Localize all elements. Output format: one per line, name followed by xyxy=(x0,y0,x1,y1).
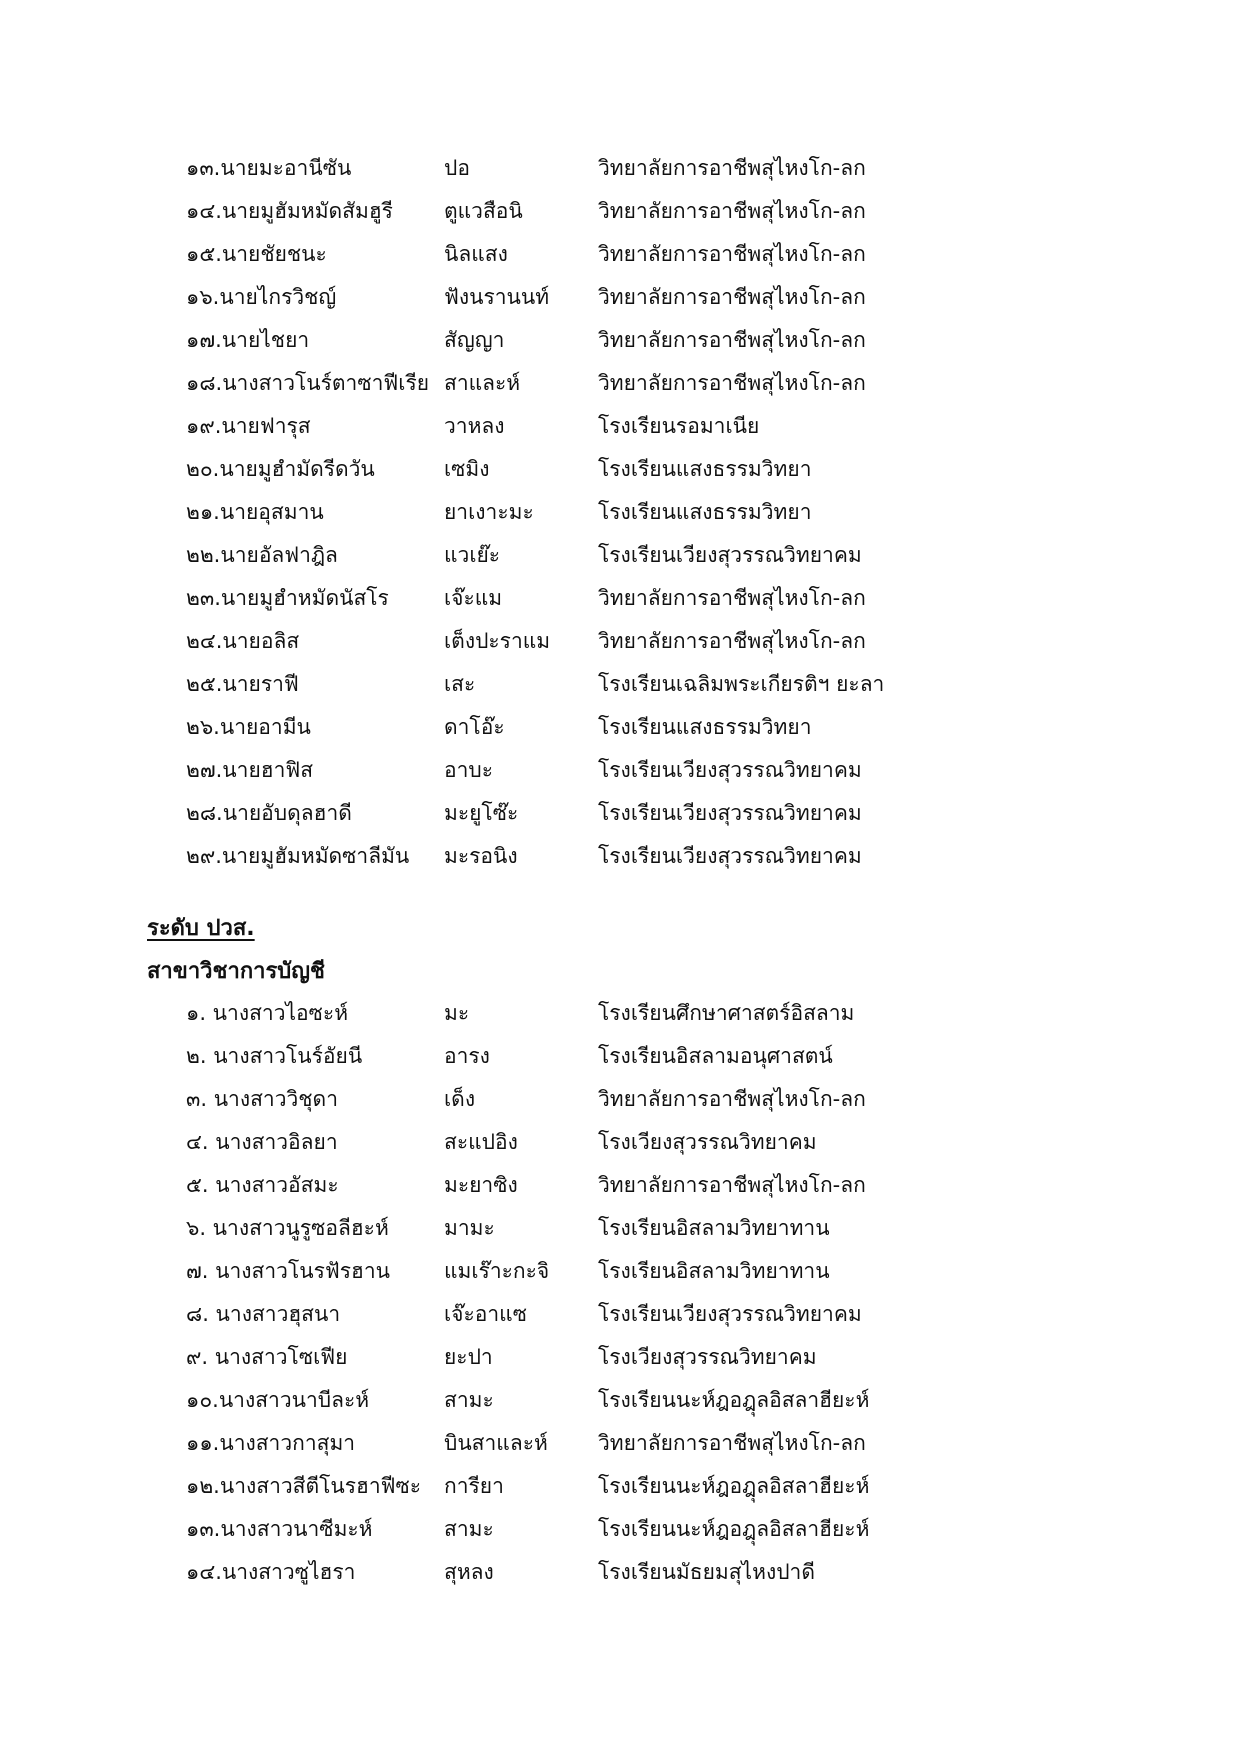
list-item xyxy=(0,1336,1241,1379)
student-surname: นิลแสง xyxy=(444,242,508,266)
student-surname: ปอ xyxy=(444,156,470,180)
student-surname: ยะปา xyxy=(444,1345,493,1369)
list-item xyxy=(0,190,1241,233)
list-item xyxy=(0,992,1241,1035)
list-item xyxy=(0,1422,1241,1465)
student-surname: ฟังนรานนท์ xyxy=(444,285,550,309)
student-surname: สามะ xyxy=(444,1388,494,1412)
student-school: โรงเรียนศึกษาศาสตร์อิสลาม xyxy=(598,1001,855,1025)
student-surname: มะรอนิง xyxy=(444,844,518,868)
student-surname: อารง xyxy=(444,1044,490,1068)
student-school: โรงเรียนอิสลามวิทยาทาน xyxy=(598,1216,830,1240)
student-school: โรงเรียนนะห์ฎอฎุลอิสลาฮียะห์ xyxy=(598,1388,870,1412)
student-name: ๖. นางสาวนูรูซอลีฮะห์ xyxy=(186,1216,389,1240)
student-surname: สาและห์ xyxy=(444,371,521,395)
list-item xyxy=(0,1379,1241,1422)
student-name: ๑๖.นายไกรวิชญ์ xyxy=(186,285,337,309)
list-item xyxy=(0,1207,1241,1250)
student-surname: สามะ xyxy=(444,1517,494,1541)
student-school: วิทยาลัยการอาชีพสุไหงโก-ลก xyxy=(598,1087,866,1111)
student-name: ๑๔.นางสาวซูไฮรา xyxy=(186,1560,356,1584)
list-item xyxy=(0,362,1241,405)
list-item xyxy=(0,663,1241,706)
student-school: โรงเรียนอิสลามวิทยาทาน xyxy=(598,1259,830,1283)
student-name: ๒๖.นายอามีน xyxy=(186,715,311,739)
student-surname: มะยาซิง xyxy=(444,1173,518,1197)
student-school: วิทยาลัยการอาชีพสุไหงโก-ลก xyxy=(598,371,866,395)
student-school: วิทยาลัยการอาชีพสุไหงโก-ลก xyxy=(598,1431,866,1455)
student-name: ๑๒.นางสาวสีตีโนรฮาฟีซะ xyxy=(186,1474,422,1498)
list-item xyxy=(0,1078,1241,1121)
list-item xyxy=(0,233,1241,276)
student-name: ๑๐.นางสาวนาบีละห์ xyxy=(186,1388,370,1412)
student-name: ๒๐.นายมูฮำมัดรีดวัน xyxy=(186,457,375,481)
student-school: วิทยาลัยการอาชีพสุไหงโก-ลก xyxy=(598,328,866,352)
list-item xyxy=(0,620,1241,663)
student-school: วิทยาลัยการอาชีพสุไหงโก-ลก xyxy=(598,156,866,180)
list-item xyxy=(0,448,1241,491)
student-name: ๑. นางสาวไอซะห์ xyxy=(186,1001,349,1025)
student-school: วิทยาลัยการอาชีพสุไหงโก-ลก xyxy=(598,242,866,266)
student-name: ๓. นางสาววิชุดา xyxy=(186,1087,338,1111)
list-item xyxy=(0,835,1241,878)
student-surname: มะยูโซ๊ะ xyxy=(444,801,519,825)
student-school: โรงเรียนแสงธรรมวิทยา xyxy=(598,500,812,524)
list-item xyxy=(0,577,1241,620)
student-surname: เจ๊ะแม xyxy=(444,586,503,610)
student-name: ๒๗.นายฮาฟิส xyxy=(186,758,314,782)
list-item xyxy=(0,1465,1241,1508)
student-surname: เสะ xyxy=(444,672,476,696)
list-item xyxy=(0,276,1241,319)
list-item xyxy=(0,1250,1241,1293)
student-school: วิทยาลัยการอาชีพสุไหงโก-ลก xyxy=(598,1173,866,1197)
student-school: โรงเรียนอิสลามอนุศาสตน์ xyxy=(598,1044,833,1068)
student-name: ๙. นางสาวโซเฟีย xyxy=(186,1345,348,1369)
student-name: ๒๙.นายมูฮัมหมัดซาลีมัน xyxy=(186,844,410,868)
list-item xyxy=(0,749,1241,792)
student-school: โรงเวียงสุวรรณวิทยาคม xyxy=(598,1345,817,1369)
list-item xyxy=(0,1508,1241,1551)
list-item xyxy=(0,319,1241,362)
student-school: โรงเรียนเวียงสุวรรณวิทยาคม xyxy=(598,1302,862,1326)
student-school: โรงเรียนมัธยมสุไหงปาดี xyxy=(598,1560,815,1584)
student-name: ๗. นางสาวโนรฟัรฮาน xyxy=(186,1259,390,1283)
section-department-heading: สาขาวิชาการบัญชี xyxy=(147,959,325,984)
student-name: ๒๒.นายอัลฟาฎิล xyxy=(186,543,338,567)
student-name: ๑๔.นายมูฮัมหมัดสัมฮูรี xyxy=(186,199,393,223)
student-name: ๒๕.นายราฟี xyxy=(186,672,299,696)
student-school: โรงเรียนเวียงสุวรรณวิทยาคม xyxy=(598,801,862,825)
student-school: โรงเรียนแสงธรรมวิทยา xyxy=(598,715,812,739)
student-surname: ตูแวสือนิ xyxy=(444,199,523,223)
section-level-heading: ระดับ ปวส. xyxy=(147,916,255,941)
student-surname: เจ๊ะอาแซ xyxy=(444,1302,527,1326)
student-school: โรงเรียนนะห์ฎอฎุลอิสลาฮียะห์ xyxy=(598,1517,870,1541)
list-item xyxy=(0,1164,1241,1207)
student-surname: สุหลง xyxy=(444,1560,494,1584)
student-school: โรงเรียนเวียงสุวรรณวิทยาคม xyxy=(598,758,862,782)
student-name: ๒๘.นายอับดุลฮาดี xyxy=(186,801,352,825)
student-surname: เต็งปะราแม xyxy=(444,629,551,653)
student-name: ๒๔.นายอลิส xyxy=(186,629,300,653)
student-surname: เด็ง xyxy=(444,1087,476,1111)
student-name: ๑๓.นางสาวนาซีมะห์ xyxy=(186,1517,373,1541)
student-name: ๔. นางสาวอิลยา xyxy=(186,1130,338,1154)
student-name: ๘. นางสาวฮุสนา xyxy=(186,1302,341,1326)
student-name: ๑๙.นายฟารุส xyxy=(186,414,311,438)
student-school: โรงเรียนเวียงสุวรรณวิทยาคม xyxy=(598,543,862,567)
student-school: โรงเรียนแสงธรรมวิทยา xyxy=(598,457,812,481)
student-name: ๒๓.นายมูฮำหมัดนัสโร xyxy=(186,586,389,610)
student-name: ๑๓.นายมะอานีซัน xyxy=(186,156,352,180)
student-school: โรงเวียงสุวรรณวิทยาคม xyxy=(598,1130,817,1154)
student-surname: วาหลง xyxy=(444,414,505,438)
list-item xyxy=(0,405,1241,448)
student-school: โรงเรียนเวียงสุวรรณวิทยาคม xyxy=(598,844,862,868)
list-item xyxy=(0,147,1241,190)
student-surname: ดาโอ๊ะ xyxy=(444,715,505,739)
student-name: ๑๗.นายไชยา xyxy=(186,328,310,352)
list-item xyxy=(0,1121,1241,1164)
student-school: โรงเรียนนะห์ฎอฎุลอิสลาฮียะห์ xyxy=(598,1474,870,1498)
list-item xyxy=(0,1551,1241,1594)
list-item xyxy=(0,534,1241,577)
student-surname: สะแปอิง xyxy=(444,1130,518,1154)
list-item xyxy=(0,706,1241,749)
student-surname: สัญญา xyxy=(444,328,505,352)
student-name: ๑๑.นางสาวกาสุมา xyxy=(186,1431,356,1455)
student-surname: ยาเงาะมะ xyxy=(444,500,534,524)
student-name: ๒. นางสาวโนร์อัยนี xyxy=(186,1044,363,1068)
student-school: วิทยาลัยการอาชีพสุไหงโก-ลก xyxy=(598,629,866,653)
list-item xyxy=(0,491,1241,534)
list-item xyxy=(0,1293,1241,1336)
student-name: ๒๑.นายอุสมาน xyxy=(186,500,324,524)
student-school: วิทยาลัยการอาชีพสุไหงโก-ลก xyxy=(598,199,866,223)
student-surname: แวเย๊ะ xyxy=(444,543,501,567)
student-school: โรงเรียนรอมาเนีย xyxy=(598,414,760,438)
student-surname: การียา xyxy=(444,1474,504,1498)
list-item xyxy=(0,1035,1241,1078)
student-school: วิทยาลัยการอาชีพสุไหงโก-ลก xyxy=(598,586,866,610)
student-surname: มามะ xyxy=(444,1216,495,1240)
student-surname: มะ xyxy=(444,1001,470,1025)
list-item xyxy=(0,792,1241,835)
student-name: ๕. นางสาวอัสมะ xyxy=(186,1173,339,1197)
student-surname: เซมิง xyxy=(444,457,490,481)
student-surname: อาบะ xyxy=(444,758,494,782)
student-school: วิทยาลัยการอาชีพสุไหงโก-ลก xyxy=(598,285,866,309)
student-surname: บินสาและห์ xyxy=(444,1431,548,1455)
student-name: ๑๕.นายชัยชนะ xyxy=(186,242,327,266)
student-name: ๑๘.นางสาวโนร์ตาซาฟีเรีย xyxy=(186,371,430,395)
student-surname: แมเร๊าะกะจิ xyxy=(444,1259,550,1283)
student-school: โรงเรียนเฉลิมพระเกียรติฯ ยะลา xyxy=(598,672,885,696)
